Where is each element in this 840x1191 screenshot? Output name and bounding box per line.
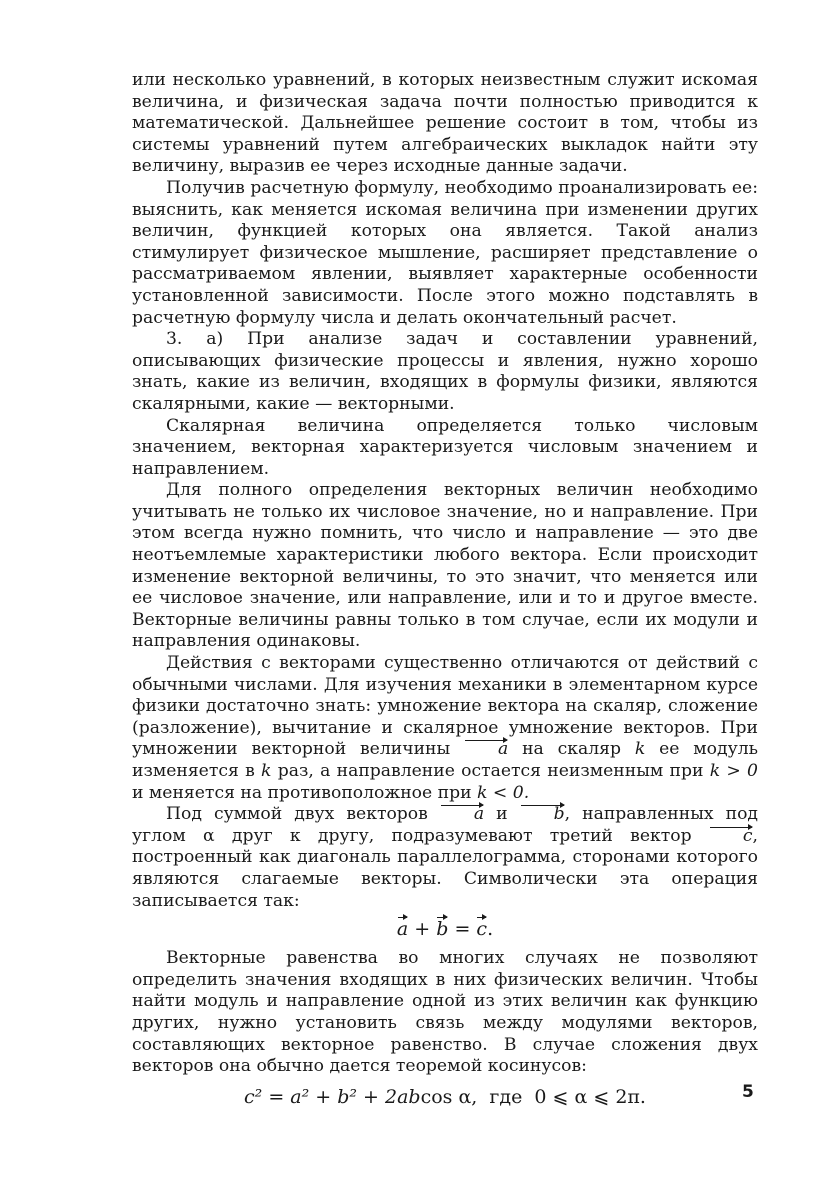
paragraph-8-text: Векторные равенства во многих случаях не позволяют определить значения входящих в них физических величин. Чтобы найти модуль и направление одной из этих величин как функцию других, нужно установить связь между модулями векторов, составляющих векторное равенство. В случае сложения двух векторов она обычно дается теоремой косинусов: (132, 948, 758, 1077)
paragraph-6-text-a: Действия с векторами существенно отличаются от действий с обычными числами. Для изучения механики в элементарном курсе физики достаточно знать: умножение вектора на скаляр, сложение (разложение), вычитание и скалярное умножение векторов. При умножении векторной величины (132, 653, 758, 760)
paragraph-1 (132, 70, 758, 178)
paragraph-2-text: Получив расчетную формулу, необходимо проанализировать ее: выяснить, как меняется искомая величина при изменении других величин, функцией которых она является. Такой анализ стимулирует физическое мышление, расширяет представление о рассматриваемом явлении, выявляет характерные особенности установленной зависимости. После этого можно подставлять в расчетную формулу числа и делать окончательный расчет. (132, 177, 758, 328)
paragraph-8 (132, 948, 758, 1078)
vector-a-symbol: a (440, 804, 484, 826)
paragraph-7 (132, 804, 758, 912)
vector-c-symbol: c (709, 826, 753, 848)
paragraph-5-text: Для полного определения векторных величин необходимо учитывать не только их числовое значение, но и направление. При этом всегда нужно помнить, что число и направление — это две неотъемлемые характеристики любого вектора. Если происходит изменение векторной величины, то это значит, что меняется или ее числовое значение, или направление, или и то и другое вместе. Векторные величины равны только в том случае, если их модули и направления одинаковы. (132, 480, 758, 652)
paragraph-6-text-c: ее модуль изменяется в (132, 739, 758, 781)
paragraph-5 (132, 480, 758, 653)
formula-period: . (487, 918, 494, 941)
paragraph-2 (132, 178, 758, 329)
vector-a-symbol: a (464, 739, 508, 761)
paragraph-7-text-a: Под суммой двух векторов (166, 804, 440, 825)
vector-c-symbol: c (476, 918, 488, 941)
where-word: где (489, 1085, 523, 1108)
k-negative-condition: k < 0. (477, 782, 530, 803)
vector-b-symbol: b (436, 918, 449, 941)
scalar-k-symbol: k (261, 761, 272, 781)
paragraph-3-text: 3. а) При анализе задач и составлении уравнений, описывающих физические процессы и явления, нужно хорошо знать, какие из величин, входящих в формулы физики, являются скалярными, какие — векторными. (132, 329, 758, 414)
paragraph-7-text-b: и (484, 804, 520, 825)
paragraph-6-text-e: и меняется на противоположное при (132, 782, 478, 803)
paragraph-6-text-b: на скаляр (508, 739, 635, 760)
page-number: 5 (742, 1082, 754, 1102)
scalar-k-symbol: k (634, 739, 646, 760)
angle-range: 0 ⩽ α ⩽ 2π. (534, 1085, 646, 1108)
paragraph-6 (132, 653, 758, 804)
cosine-law-formula (132, 1084, 758, 1110)
paragraph-3 (132, 329, 758, 415)
equals-sign: = (454, 918, 471, 941)
paragraph-1-text: или несколько уравнений, в которых неизвестным служит искомая величина, и физическая задача почти полностью приводится к математической. Дальнейшее решение состоит в том, чтобы из системы уравнений путем алгебраических выкладок найти эту величину, выразив ее через исходные данные задачи. (132, 70, 758, 177)
body-text (132, 70, 758, 1110)
paragraph-6-text-d: раз, а направление остается неизменным при (271, 761, 710, 781)
cosine-law-lhs: c² = a² + b² + 2ab (244, 1085, 421, 1108)
vector-a-symbol: a (396, 918, 409, 941)
k-positive-condition: k > 0 (709, 761, 758, 781)
vector-b-symbol: b (520, 804, 565, 826)
plus-sign: + (414, 918, 431, 941)
paragraph-7-text-d: , построенный как диагональ параллелограмма, сторонами которого являются слагаемые векторы. Символически эта операция записывается так: (132, 825, 758, 911)
vector-sum-formula (132, 916, 758, 942)
cosine-term: cos α, (420, 1085, 478, 1108)
paragraph-7-text-c: , направленных под углом α друг к другу, подразумевают третий вектор (132, 804, 759, 846)
paragraph-4 (132, 416, 758, 481)
paragraph-4-text: Скалярная величина определяется только числовым значением, векторная характеризуется числовым значением и направлением. (132, 415, 758, 479)
